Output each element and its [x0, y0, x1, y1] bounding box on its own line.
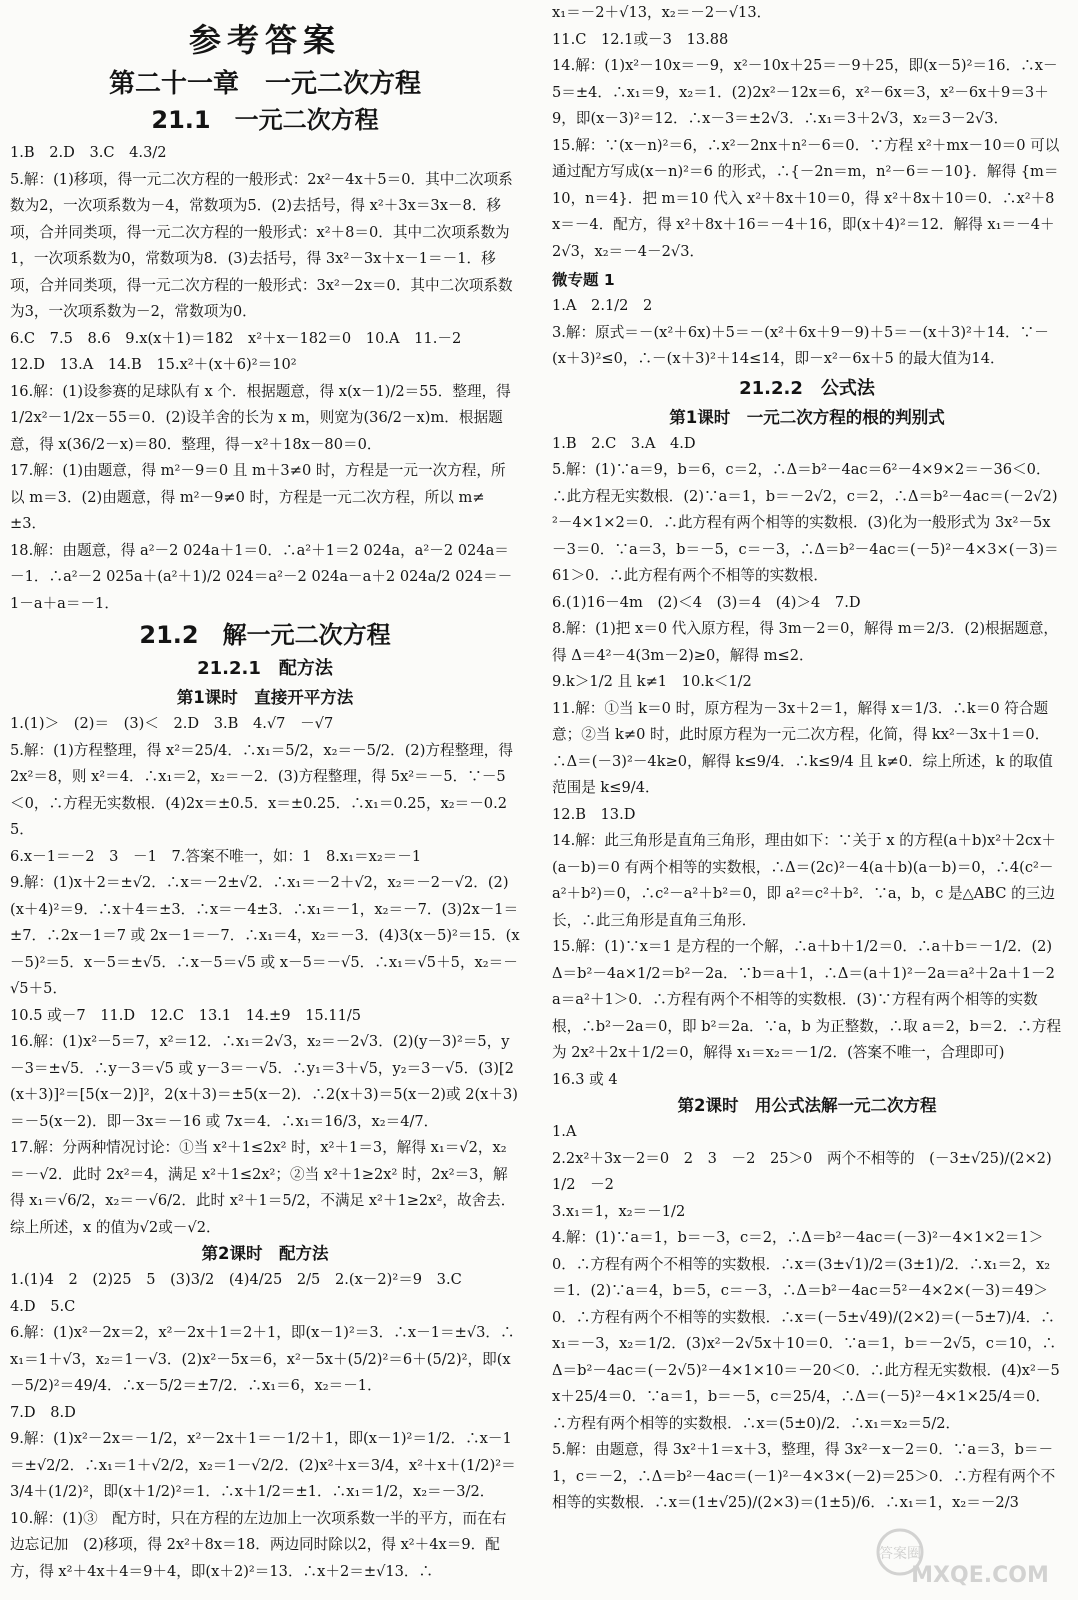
answer-paragraph: 6.(1)16－4m (2)＜4 (3)＝4 (4)＞4 7.D	[552, 593, 861, 611]
answer-paragraph: 9.k＞1/2 且 k≠1 10.k＜1/2	[552, 673, 752, 690]
svg-text:MXQE.COM: MXQE.COM	[911, 1563, 1049, 1588]
right-column	[552, 0, 1067, 1600]
answer-paragraph: 1.A	[552, 1123, 577, 1140]
subsection-heading: 21.2.2 公式法	[739, 377, 875, 399]
answer-paragraph: 12.D 13.A 14.B 15.x²＋(x＋6)²＝10²	[10, 356, 297, 373]
answer-paragraph: 5.解：(1)移项，得一元二次方程的一般形式：2x²－4x＋5＝0．其中二次项系数为2，一次项系数为－4，常数项为5．(2)去括号，得 x²＋3x＝3x－8．移项，合并同类项，得一元二次方程的一般形式：x²＋8＝0．其中二次项系数为1，一次项系数为0，常数项为8．(3)去括号，得 3x²－3x＋x－1＝－1．移项，合并同类项，得一元二次方程的一般形式：3x²－2x＝0．其中二次项系数为3，一次项系数为－2，常数项为0．	[10, 170, 513, 320]
answer-paragraph: 9.解：(1)x²－2x＝－1/2，x²－2x＋1＝－1/2＋1，即(x－1)²＝1/2．∴x－1＝±√2/2．∴x₁＝1＋√2/2，x₂＝1－√2/2．(2)x²＋x＝3/4，x²＋x＋(1/2)²＝3/4＋(1/2)²，即(x＋1/2)²＝1．∴x＋1/2＝±1．∴x₁＝1/2，x₂＝－3/2．	[10, 1430, 516, 1500]
answer-paragraph: 1.(1)4 2 (2)25 5 (3)3/2 (4)4/25 2/5 2.(x－2)²＝9 3.C	[10, 1271, 462, 1288]
answer-paragraph: 1.B 2.C 3.A 4.D	[552, 434, 696, 452]
lesson-heading: 第2课时 用公式法解一元二次方程	[677, 1096, 937, 1115]
answer-paragraph: 3.x₁＝1，x₂＝－1/2	[552, 1202, 686, 1220]
answer-paragraph: 5.解：(1)∵a＝9，b＝6，c＝2，∴Δ＝b²－4ac＝6²－4×9×2＝－36＜0．∴此方程无实数根．(2)∵a＝1，b＝－2√2，c＝2，∴Δ＝b²－4ac＝(－2√2)²－4×1×2＝0．∴此方程有两个相等的实数根．(3)化为一般形式为 3x²－5x－3＝0．∵a＝3，b＝－5，c＝－3，∴Δ＝b²－4ac＝(－5)²－4×3×(－3)＝61＞0．∴此方程有两个不相等的实数根．	[552, 461, 1059, 584]
answer-paragraph: 6.解：(1)x²－2x＝2，x²－2x＋1＝2＋1，即(x－1)²＝3．∴x－1＝±√3．∴x₁＝1＋√3，x₂＝1－√3．(2)x²－5x＝6，x²－5x＋(5/2)²＝6＋(5/2)²，即(x－5/2)²＝49/4．∴x－5/2＝±7/2．∴x₁＝6，x₂＝－1．	[10, 1324, 515, 1394]
answer-paragraph: 6.x－1＝－2 3 －1 7.答案不唯一，如：1 8.x₁＝x₂＝－1	[10, 847, 422, 865]
answer-paragraph: 18.解：由题意，得 a²－2 024a＋1＝0．∴a²＋1＝2 024a，a²－2 024a＝－1．∴a²－2 025a＋(a²＋1)/2 024＝a²－2 024a－a＋2 024a/2 024＝－1－a＋a＝－1．	[10, 541, 513, 612]
topic-heading: 微专题 1	[552, 271, 615, 289]
answer-paragraph: 7.D 8.D	[10, 1403, 76, 1421]
answer-paragraph: 10.5 或－7 11.D 12.C 13.1 14.±9 15.11/5	[10, 1006, 362, 1024]
answer-paragraph: 3.解：原式＝－(x²＋6x)＋5＝－(x²＋6x＋9－9)＋5＝－(x＋3)²＋14．∵－(x＋3)²≤0，∴－(x＋3)²＋14≤14，即－x²－6x＋5 的最大值为14．	[552, 323, 1049, 367]
chapter-heading: 第二十一章 一元二次方程	[108, 69, 421, 99]
answer-paragraph: 1.A 2.1/2 2	[552, 297, 653, 314]
answer-paragraph: 16.解：(1)设参赛的足球队有 x 个．根据题意，得 x(x－1)/2＝55．整理，得 1/2x²－1/2x－55＝0．(2)设羊舍的长为 x m，则宽为(36/2－x)m．根据题意，得 x(36/2－x)＝80．整理，得－x²＋18x－80＝0．	[10, 382, 516, 453]
left-column-body	[10, 66, 520, 1585]
answer-paragraph: 14.解：(1)x²－10x＝－9，x²－10x＋25＝－9＋25，即(x－5)²＝16．∴x－5＝±4．∴x₁＝9，x₂＝1．(2)2x²－12x＝6，x²－6x＝3，x²－6x＋9＝3＋9，即(x－3)²＝12．∴x－3＝±2√3．∴x₁＝3＋2√3，x₂＝3－2√3．	[552, 57, 1058, 127]
page-title: 参考答案	[188, 21, 341, 59]
answer-paragraph: 2.2x²＋3x－2＝0 2 3 －2 25＞0 两个不相等的 (－3±√25)/(2×2) 1/2 －2	[552, 1149, 1067, 1193]
svg-text:答案圈: 答案圈	[879, 1546, 921, 1562]
answer-paragraph: 8.解：(1)把 x＝0 代入原方程，得 3m－2＝0，解得 m＝2/3．(2)根据题意，得 Δ＝4²－4(3m－2)≥0，解得 m≤2．	[552, 620, 1059, 664]
answer-paragraph: 11.C 12.1或－3 13.88	[552, 30, 729, 48]
answer-paragraph: 11.解：①当 k＝0 时，原方程为－3x＋2＝1，解得 x＝1/3．∴k＝0 符合题意；②当 k≠0 时，此时原方程为一元二次方程，化简，得 kx²－3x＋1＝0．∴Δ＝(－3)²－4k≥0，解得 k≤9/4．∴k≤9/4 且 k≠0．综上所述，k 的取值范围是 k≤9/4．	[552, 699, 1053, 796]
answer-paragraph: 9.解：(1)x＋2＝±√2．∴x＝－2±√2．∴x₁＝－2＋√2，x₂＝－2－√2．(2)(x＋4)²＝9．∴x＋4＝±3．∴x＝－4±3．∴x₁＝－1，x₂＝－7．(3)2x－1＝±7．∴2x－1＝7 或 2x－1＝－7．∴x₁＝4，x₂＝－3．(4)3(x－5)²＝15．(x－5)²＝5．x－5＝±√5．∴x－5＝√5 或 x－5＝－√5．∴x₁＝√5＋5，x₂＝－√5＋5．	[10, 874, 520, 997]
left-column	[10, 0, 520, 1600]
lesson-heading: 第1课时 一元二次方程的根的判别式	[669, 407, 945, 427]
answer-paragraph: 14.解：此三角形是直角三角形，理由如下：∵关于 x 的方程(a＋b)x²＋2cx＋(a－b)＝0 有两个相等的实数根，∴Δ＝(2c)²－4(a＋b)(a－b)＝0，∴4(c²－a²＋b²)＝0，∴c²－a²＋b²＝0，即 a²＝c²＋b²．∵a，b，c 是△ABC 的三边长，∴此三角形是直角三角形．	[552, 832, 1056, 929]
answer-paragraph: 17.解：分两种情况讨论：①当 x²＋1≤2x² 时，x²＋1＝3，解得 x₁＝√2，x₂＝－√2．此时 2x²＝4，满足 x²＋1≤2x²；②当 x²＋1≥2x² 时，2x²＝3，解得 x₁＝√6/2，x₂＝－√6/2．此时 x²＋1＝5/2，不满足 x²＋1≥2x²，故舍去．综上所述，x 的值为√2或－√2．	[10, 1139, 516, 1236]
answer-paragraph: 10.解：(1)③ 配方时，只在方程的左边加上一次项系数一半的平方，而在右边忘记加 (2)移项，得 2x²＋8x＝18．两边同时除以2，得 x²＋4x＝9．配方，得 x²＋4x＋4＝9＋4，即(x＋2)²＝13．∴x＋2＝±√13．∴	[10, 1509, 507, 1580]
lesson-heading: 第1课时 直接开平方法	[176, 688, 354, 707]
section-heading: 21.1 一元二次方程	[151, 106, 379, 134]
answer-paragraph: 4.解：(1)∵a＝1，b＝－3，c＝2，∴Δ＝b²－4ac＝(－3)²－4×1×2＝1＞0．∴方程有两个不相等的实数根．∴x＝(3±√1)/2＝(3±1)/2．∴x₁＝2，x₂＝1．(2)∵a＝4，b＝5，c＝－3，∴Δ＝b²－4ac＝5²－4×2×(－3)＝49＞0．∴方程有两个不相等的实数根．∴x＝(－5±√49)/(2×2)＝(－5±7)/4．∴x₁＝－3，x₂＝1/2．(3)x²－2√5x＋10＝0．∵a＝1，b＝－2√5，c＝10，∴Δ＝b²－4ac＝(－2√5)²－4×1×10＝－20＜0．∴此方程无实数根．(4)x²－5x＋25/4＝0．∵a＝1，b＝－5，c＝25/4，∴Δ＝(－5)²－4×1×25/4＝0．∴方程有两个相等的实数根．∴x＝(5±0)/2．∴x₁＝x₂＝5/2．	[552, 1229, 1060, 1432]
answer-paragraph: 17.解：(1)由题意，得 m²－9＝0 且 m＋3≠0 时，方程是一元一次方程，所以 m＝3．(2)由题意，得 m²－9≠0 时，方程是一元二次方程，所以 m≠±3．	[10, 462, 506, 532]
lesson-heading: 第2课时 配方法	[201, 1244, 329, 1263]
answer-paragraph: 16.3 或 4	[552, 1070, 618, 1088]
watermark-logo	[860, 1522, 1060, 1592]
answer-paragraph: 4.D 5.C	[10, 1297, 76, 1315]
answer-paragraph: 5.解：由题意，得 3x²＋1＝x＋3，整理，得 3x²－x－2＝0．∵a＝3，b＝－1，c＝－2，∴Δ＝b²－4ac＝(－1)²－4×3×(－2)＝25＞0．∴方程有两个不相等的实数根．∴x＝(1±√25)/(2×3)＝(1±5)/6．∴x₁＝1，x₂＝－2/3	[552, 1441, 1056, 1511]
right-column-body	[552, 0, 1067, 1517]
answer-paragraph: 16.解：(1)x²－5＝7，x²＝12．∴x₁＝2√3，x₂＝－2√3．(2)(y－3)²＝5，y－3＝±√5．∴y－3＝√5 或 y－3＝－√5．∴y₁＝3＋√5，y₂＝3－√5．(3)[2(x＋3)]²＝[5(x－2)]²，2(x＋3)＝±5(x－2)．∴2(x＋3)＝5(x－2)或 2(x＋3)＝－5(x－2)．即－3x＝－16 或 7x＝4．∴x₁＝16/3，x₂＝4/7．	[10, 1033, 518, 1130]
section-heading: 21.2 解一元二次方程	[139, 621, 391, 649]
answer-paragraph: 5.解：(1)方程整理，得 x²＝25/4．∴x₁＝5/2，x₂＝－5/2．(2)方程整理，得 2x²＝8，则 x²＝4．∴x₁＝2，x₂＝－2．(3)方程整理，得 5x²＝－5．∵－5＜0，∴方程无实数根．(4)2x＝±0.5．x＝±0.25．∴x₁＝0.25，x₂＝－0.25．	[10, 741, 518, 838]
subsection-heading: 21.2.1 配方法	[197, 658, 333, 679]
answer-paragraph: 1.(1)＞ (2)＝ (3)＜ 2.D 3.B 4.√7 －√7	[10, 715, 334, 732]
answer-paragraph: 15.解：(1)∵x＝1 是方程的一个解，∴a＋b＋1/2＝0．∴a＋b＝－1/2．(2)Δ＝b²－4a×1/2＝b²－2a．∵b＝a＋1，∴Δ＝(a＋1)²－2a＝a²＋2a＋1－2a＝a²＋1＞0．∴方程有两个不相等的实数根．(3)∵方程有两个相等的实数根，∴b²－2a＝0，即 b²＝2a．∵a，b 为正整数，∴取 a＝2，b＝2．∴方程为 2x²＋2x＋1/2＝0，解得 x₁＝x₂＝－1/2．(答案不唯一，合理即可)	[552, 938, 1062, 1061]
answer-paragraph: 6.C 7.5 8.6 9.x(x＋1)＝182 x²＋x－182＝0 10.A 11.－2	[10, 329, 462, 347]
answer-paragraph: 12.B 13.D	[552, 805, 636, 823]
answer-paragraph: x₁＝－2＋√13，x₂＝－2－√13．	[552, 4, 772, 21]
answer-paragraph: 1.B 2.D 3.C 4.3/2	[10, 144, 167, 161]
answer-paragraph: 15.解：∵(x－n)²＝6，∴x²－2nx＋n²－6＝0．∵方程 x²＋mx－10＝0 可以通过配方写成(x－n)²＝6 的形式，∴{－2n＝m，n²－6＝－10}．解得 {m＝10，n＝4}．把 m＝10 代入 x²＋8x＋10＝0，得 x²＋8x＋10＝0．∴x²＋8x＝－4．配方，得 x²＋8x＋16＝－4＋16，即(x＋4)²＝12．解得 x₁＝－4＋2√3，x₂＝－4－2√3．	[552, 136, 1060, 260]
